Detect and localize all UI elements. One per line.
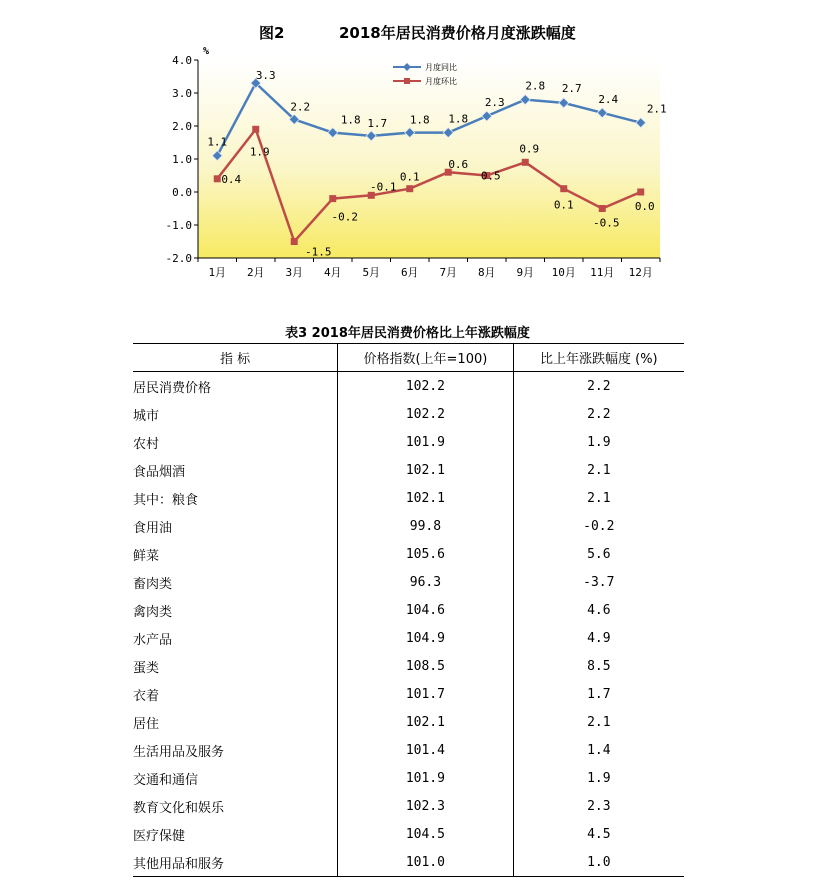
row-name-cell: 食品烟酒 [133,456,338,484]
row-change-cell: 2.2 [587,406,611,422]
row-change-cell: 2.1 [587,714,611,730]
data-label: 0.1 [553,198,574,212]
table-row [133,652,684,680]
row-index-cell: 102.2 [338,400,513,428]
x-tick-label: 7月 [439,266,458,279]
row-name-cell: 食用油 [133,512,338,540]
row-name-cell: 其他用品和服务 [133,848,338,877]
row-index-cell: 102.3 [338,792,513,820]
row-name-cell: 交通和通信 [133,764,338,792]
data-label: -0.5 [593,216,620,230]
row-change-cell: 4.6 [587,602,611,618]
table-row [133,568,684,596]
data-label: 0.6 [448,158,469,172]
x-tick-label: 11月 [590,266,615,279]
plot-area [198,60,660,258]
x-tick-label: 1月 [208,266,227,279]
data-label: 2.4 [598,92,619,106]
row-change-cell: 1.0 [513,848,684,877]
header-indicator: 指 标 [133,344,338,372]
row-change-cell: 2.1 [587,462,611,478]
data-label: -0.1 [370,180,397,194]
row-index-cell: 108.5 [338,652,513,680]
row-change-cell: 1.7 [587,686,611,702]
table-row [133,820,684,848]
row-name-cell: 居民消费价格 [133,372,338,401]
table-row [133,792,684,820]
table-row [133,372,684,401]
data-point-square [522,159,529,166]
row-index-cell: 99.8 [338,512,513,540]
data-label: 0.9 [519,142,540,156]
data-label: 2.1 [646,102,667,116]
row-index-cell: 101.9 [338,428,513,456]
row-name-cell: 生活用品及服务 [133,736,338,764]
x-tick-label: 12月 [628,266,653,279]
header-change: 比上年涨跌幅度 (%) [513,344,684,372]
y-tick-label: 1.0 [172,153,192,166]
row-name-cell: 农村 [133,428,338,456]
row-change-cell: 4.9 [587,630,611,646]
chart-title [259,22,576,43]
row-change-cell: 1.9 [587,770,611,786]
data-label: 1.9 [249,145,270,159]
x-tick-label: 6月 [400,266,419,279]
row-index-cell: 101.4 [338,736,513,764]
row-change-cell: -0.2 [583,518,615,534]
legend-marker-square [404,78,410,84]
row-index-cell: 101.7 [338,680,513,708]
row-name-cell: 衣着 [133,680,338,708]
x-tick-label: 9月 [516,266,535,279]
chart-section [0,0,815,300]
table-row [133,484,684,512]
x-tick-label: 10月 [551,266,576,279]
row-name-cell: 水产品 [133,624,338,652]
table-row [133,624,684,652]
table-row [133,456,684,484]
table-row [133,596,684,624]
y-unit-label: % [203,46,210,57]
data-label: 1.8 [448,112,469,126]
data-label: 2.8 [525,79,546,93]
row-index-cell: 105.6 [338,540,513,568]
data-label: 2.2 [290,100,311,114]
row-change-cell: -3.7 [583,574,615,590]
y-tick-label: 3.0 [172,87,192,100]
table-row [133,428,684,456]
data-label: 1.8 [409,113,430,127]
data-point-square [329,195,336,202]
row-index-cell: 102.1 [338,708,513,736]
row-index-cell: 104.9 [338,624,513,652]
data-point-square [406,185,413,192]
x-tick-label: 2月 [246,266,265,279]
y-tick-label: 2.0 [172,120,192,133]
row-change-cell: 2.2 [587,378,611,394]
data-point-square [291,238,298,245]
table-row [133,848,684,877]
y-tick-label: 0.0 [172,186,192,199]
row-name-cell: 城市 [133,400,338,428]
cpi-table [133,343,684,877]
data-label: 2.3 [484,96,505,110]
row-name-cell: 居住 [133,708,338,736]
table-title: 表3 2018年居民消费价格比上年涨跌幅度 [285,326,530,341]
legend-label: 月度环比 [425,77,457,86]
x-tick-label: 5月 [362,266,381,279]
table-header-row [133,344,684,372]
header-price-index: 价格指数(上年=100) [338,344,513,372]
table-row [133,708,684,736]
table-row [133,736,684,764]
row-index-cell: 101.0 [338,848,513,877]
figure-label: 图2 [259,24,285,42]
row-change-cell: 2.1 [587,490,611,506]
data-point-square [252,126,259,133]
data-point-square [599,205,606,212]
data-label: 1.7 [367,116,388,130]
row-change-cell: 8.5 [587,658,611,674]
table-row [133,540,684,568]
row-name-cell: 医疗保健 [133,820,338,848]
data-point-square [637,189,644,196]
row-index-cell: 102.2 [338,372,513,401]
data-label: 0.4 [221,172,242,186]
row-change-cell: 2.3 [587,798,611,814]
data-point-square [214,175,221,182]
row-index-cell: 101.9 [338,764,513,792]
table-row [133,764,684,792]
data-label: 1.8 [340,113,361,127]
y-tick-label: 4.0 [172,54,192,67]
data-label: 2.7 [561,81,582,95]
data-label: -0.2 [331,210,358,224]
row-name-cell: 教育文化和娱乐 [133,792,338,820]
row-index-cell: 102.1 [338,484,513,512]
row-name-cell: 鲜菜 [133,540,338,568]
row-name-cell: 蛋类 [133,652,338,680]
row-index-cell: 104.5 [338,820,513,848]
line-chart [0,0,815,300]
data-label: 0.0 [634,200,655,213]
table-row [133,680,684,708]
x-tick-label: 4月 [323,266,342,279]
row-change-cell: 1.9 [587,434,611,450]
y-tick-label: -2.0 [165,252,192,265]
data-label: 0.1 [399,170,420,184]
table-row [133,512,684,540]
row-change-cell: 5.6 [587,546,611,562]
data-label: 0.5 [480,169,501,183]
figure-title: 2018年居民消费价格月度涨跌幅度 [339,24,576,42]
table-row [133,400,684,428]
row-index-cell: 102.1 [338,456,513,484]
data-label: 3.3 [255,69,276,83]
row-index-cell: 96.3 [338,568,513,596]
x-tick-label: 3月 [285,266,304,279]
data-point-square [560,185,567,192]
row-name-cell: 畜肉类 [133,568,338,596]
row-name-cell: 其中：粮食 [133,484,338,512]
data-label: 1.1 [207,135,228,149]
row-index-cell: 104.6 [338,596,513,624]
row-change-cell: 4.5 [587,826,611,842]
y-tick-label: -1.0 [165,219,192,232]
data-label: -1.5 [305,245,332,259]
row-change-cell: 1.4 [587,742,611,758]
row-name-cell: 禽肉类 [133,596,338,624]
x-tick-label: 8月 [477,266,496,279]
legend-label: 月度同比 [425,63,457,72]
